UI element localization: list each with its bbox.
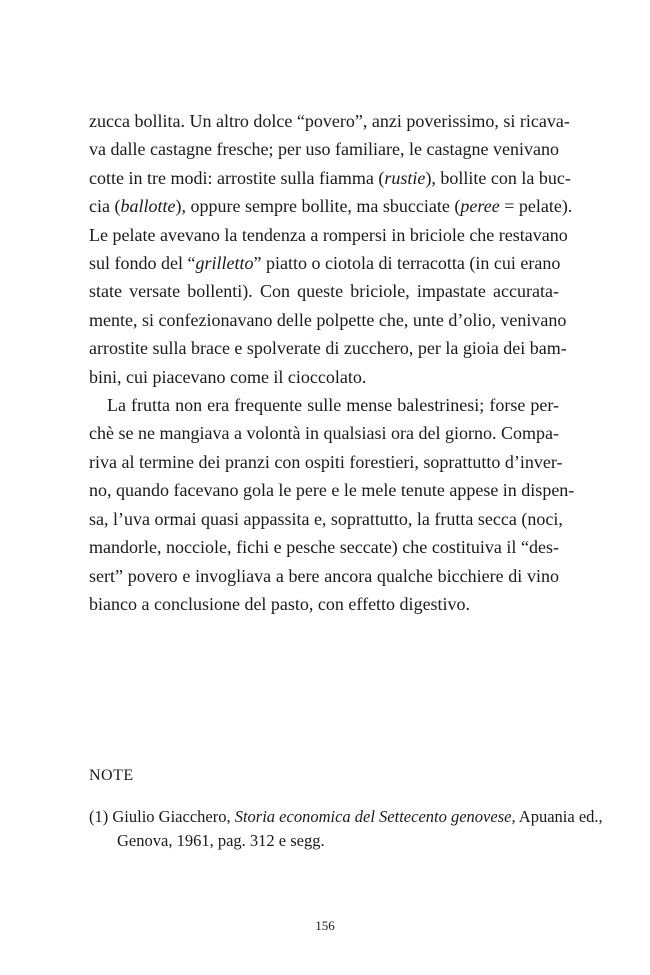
page-number: 156: [315, 918, 335, 933]
text-line: va dalle castagne fresche; per uso familiare, le castagne venivano: [89, 139, 559, 160]
italic-term: rustie: [384, 167, 426, 188]
text-run: cotte in tre modi: arrostite sulla fiamma (: [89, 167, 385, 188]
text-run: sul fondo del “: [89, 253, 196, 274]
text-line: arrostite sulla brace e spolverate di zucchero, per la gioia dei bam-: [89, 338, 567, 359]
text-run: ), bollite con la buc-: [425, 167, 571, 188]
text-line: [89, 249, 559, 277]
paragraph-2: [89, 391, 575, 618]
footnote-marker: (1): [89, 807, 109, 826]
text-line: [89, 164, 571, 192]
text-line: bianco a conclusione del pasto, con effetto digestivo.: [89, 593, 471, 614]
text-line: mente, si confezionavano delle polpette che, unte d’olio, venivano: [89, 309, 567, 330]
text-line: chè se ne mangiava a volontà in qualsiasi ora del giorno. Compa-: [89, 423, 559, 444]
footnote-line: Genova, 1961, pag. 312 e segg.: [117, 831, 325, 850]
footnote-1: [89, 805, 603, 853]
text-line: La frutta non era frequente sulle mense balestrinesi; forse per-: [107, 395, 559, 416]
text-line: sert” povero e invogliava a bere ancora qualche bicchiere di vino: [89, 565, 559, 586]
text-run: = pelate).: [499, 196, 573, 217]
text-line: state versate bollenti). Con queste briciole, impastate accurata-: [89, 281, 559, 302]
text-run: Giulio Giacchero,: [112, 807, 235, 826]
body-text: [89, 107, 575, 618]
italic-term: peree: [460, 196, 500, 217]
text-line: [89, 192, 573, 220]
footnote-line: [89, 805, 603, 829]
text-line: sa, l’uva ormai quasi appassita e, soprattutto, la frutta secca (noci,: [89, 508, 563, 529]
text-run: ), oppure sempre bollite, ma sbucciate (: [175, 196, 461, 217]
italic-term: grilletto: [195, 253, 254, 274]
text-line: zucca bollita. Un altro dolce “povero”, anzi poverissimo, si ricava-: [89, 111, 570, 131]
text-run: Apuania ed.,: [515, 807, 603, 826]
book-title: Storia economica del Settecento genovese,: [234, 807, 516, 826]
text-line: Le pelate avevano la tendenza a rompersi in briciole che restavano: [89, 224, 568, 245]
text-line: mandorle, nocciole, fichi e pesche seccate) che costituiva il “des-: [89, 537, 559, 558]
text-line: riva al termine dei pranzi con ospiti forestieri, soprattutto d’inver-: [89, 451, 563, 472]
paragraph-1: [89, 107, 573, 391]
text-line: no, quando facevano gola le pere e le mele tenute appese in dispen-: [89, 480, 575, 501]
italic-term: ballotte: [120, 196, 176, 217]
text-run: ” piatto o ciotola di terracotta (in cui erano: [253, 253, 561, 274]
text-line: bini, cui piacevano come il cioccolato.: [89, 366, 367, 387]
notes-heading: NOTE: [89, 767, 134, 784]
text-run: cia (: [89, 196, 121, 217]
